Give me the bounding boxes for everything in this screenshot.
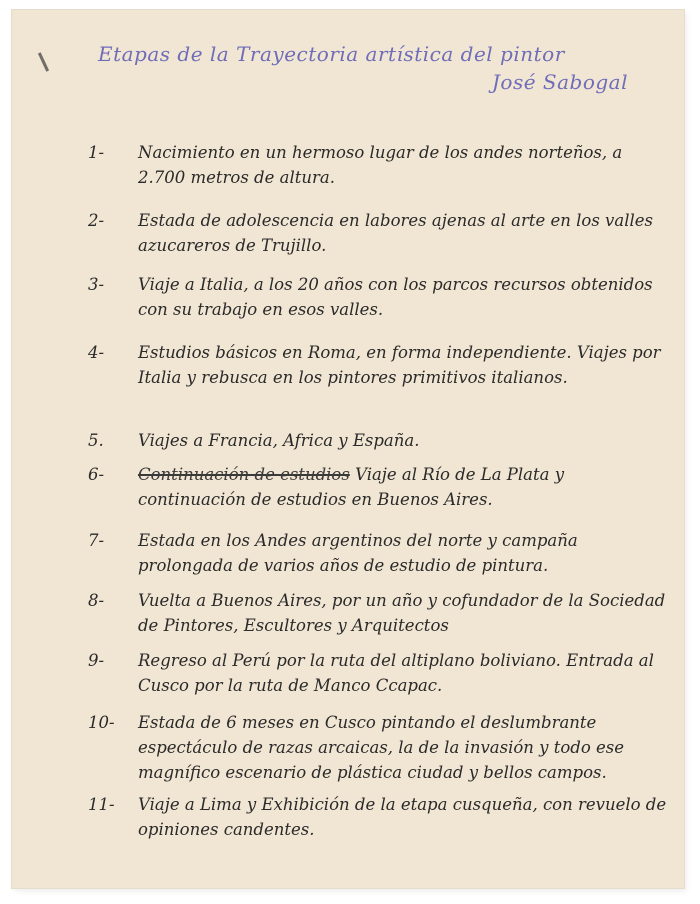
item-number: 6- <box>88 465 105 484</box>
list-item <box>88 208 668 258</box>
manuscript-page <box>12 10 684 888</box>
item-text: Viaje al Río de La Plata y continuación de estudios en Buenos Aires. <box>138 465 565 509</box>
item-text: Regreso al Perú por la ruta del altiplano boliviano. Entrada al Cusco por la ruta de Manco Ccapac. <box>138 651 654 695</box>
item-number: 9- <box>88 651 105 670</box>
item-number: 1- <box>88 143 105 162</box>
list-item <box>88 272 668 322</box>
item-number: 4- <box>88 343 105 362</box>
item-text: Vuelta a Buenos Aires, por un año y cofundador de la Sociedad de Pintores, Escultores y Arquitectos <box>138 591 666 635</box>
item-text: Estada de adolescencia en labores ajenas al arte en los valles azucareros de Trujillo. <box>138 211 654 255</box>
list-item <box>88 340 668 390</box>
item-text: Estudios básicos en Roma, en forma independiente. Viajes por Italia y rebusca en los pintores primitivos italianos. <box>138 343 661 387</box>
item-text: Nacimiento en un hermoso lugar de los andes norteños, a 2.700 metros de altura. <box>138 143 623 187</box>
item-number: 2- <box>88 211 105 230</box>
pencil-mark <box>38 52 49 71</box>
item-text: Viaje a Lima y Exhibición de la etapa cusqueña, con revuelo de opiniones candentes. <box>138 795 667 839</box>
title-line-2: José Sabogal <box>491 70 628 94</box>
item-text: Viajes a Francia, Africa y España. <box>138 431 420 450</box>
item-number: 5. <box>88 431 104 450</box>
list-item <box>88 528 668 578</box>
list-item <box>88 710 668 785</box>
list-item <box>88 792 668 842</box>
item-number: 8- <box>88 591 105 610</box>
item-text: Estada en los Andes argentinos del norte y campaña prolongada de varios años de estudio de pintura. <box>138 531 578 575</box>
item-text: Viaje a Italia, a los 20 años con los parcos recursos obtenidos con su trabajo en esos valles. <box>138 275 653 319</box>
title-line-1: Etapas de la Trayectoria artística del pintor <box>98 42 565 66</box>
list-item <box>88 588 668 638</box>
item-text-group <box>138 462 668 512</box>
list-item <box>88 140 668 190</box>
item-number: 10- <box>88 713 115 732</box>
item-number: 3- <box>88 275 105 294</box>
list-item <box>88 648 668 698</box>
item-text: Estada de 6 meses en Cusco pintando el deslumbrante espectáculo de razas arcaicas, la de la invasión y todo ese magnífico escenario de plástica ciudad y bellos campos. <box>138 713 625 782</box>
struck-text: Continuación de estudios <box>138 465 350 484</box>
list-item <box>88 462 668 512</box>
item-number: 7- <box>88 531 105 550</box>
page-title <box>98 40 638 96</box>
list-item <box>88 428 668 453</box>
item-number: 11- <box>88 795 115 814</box>
